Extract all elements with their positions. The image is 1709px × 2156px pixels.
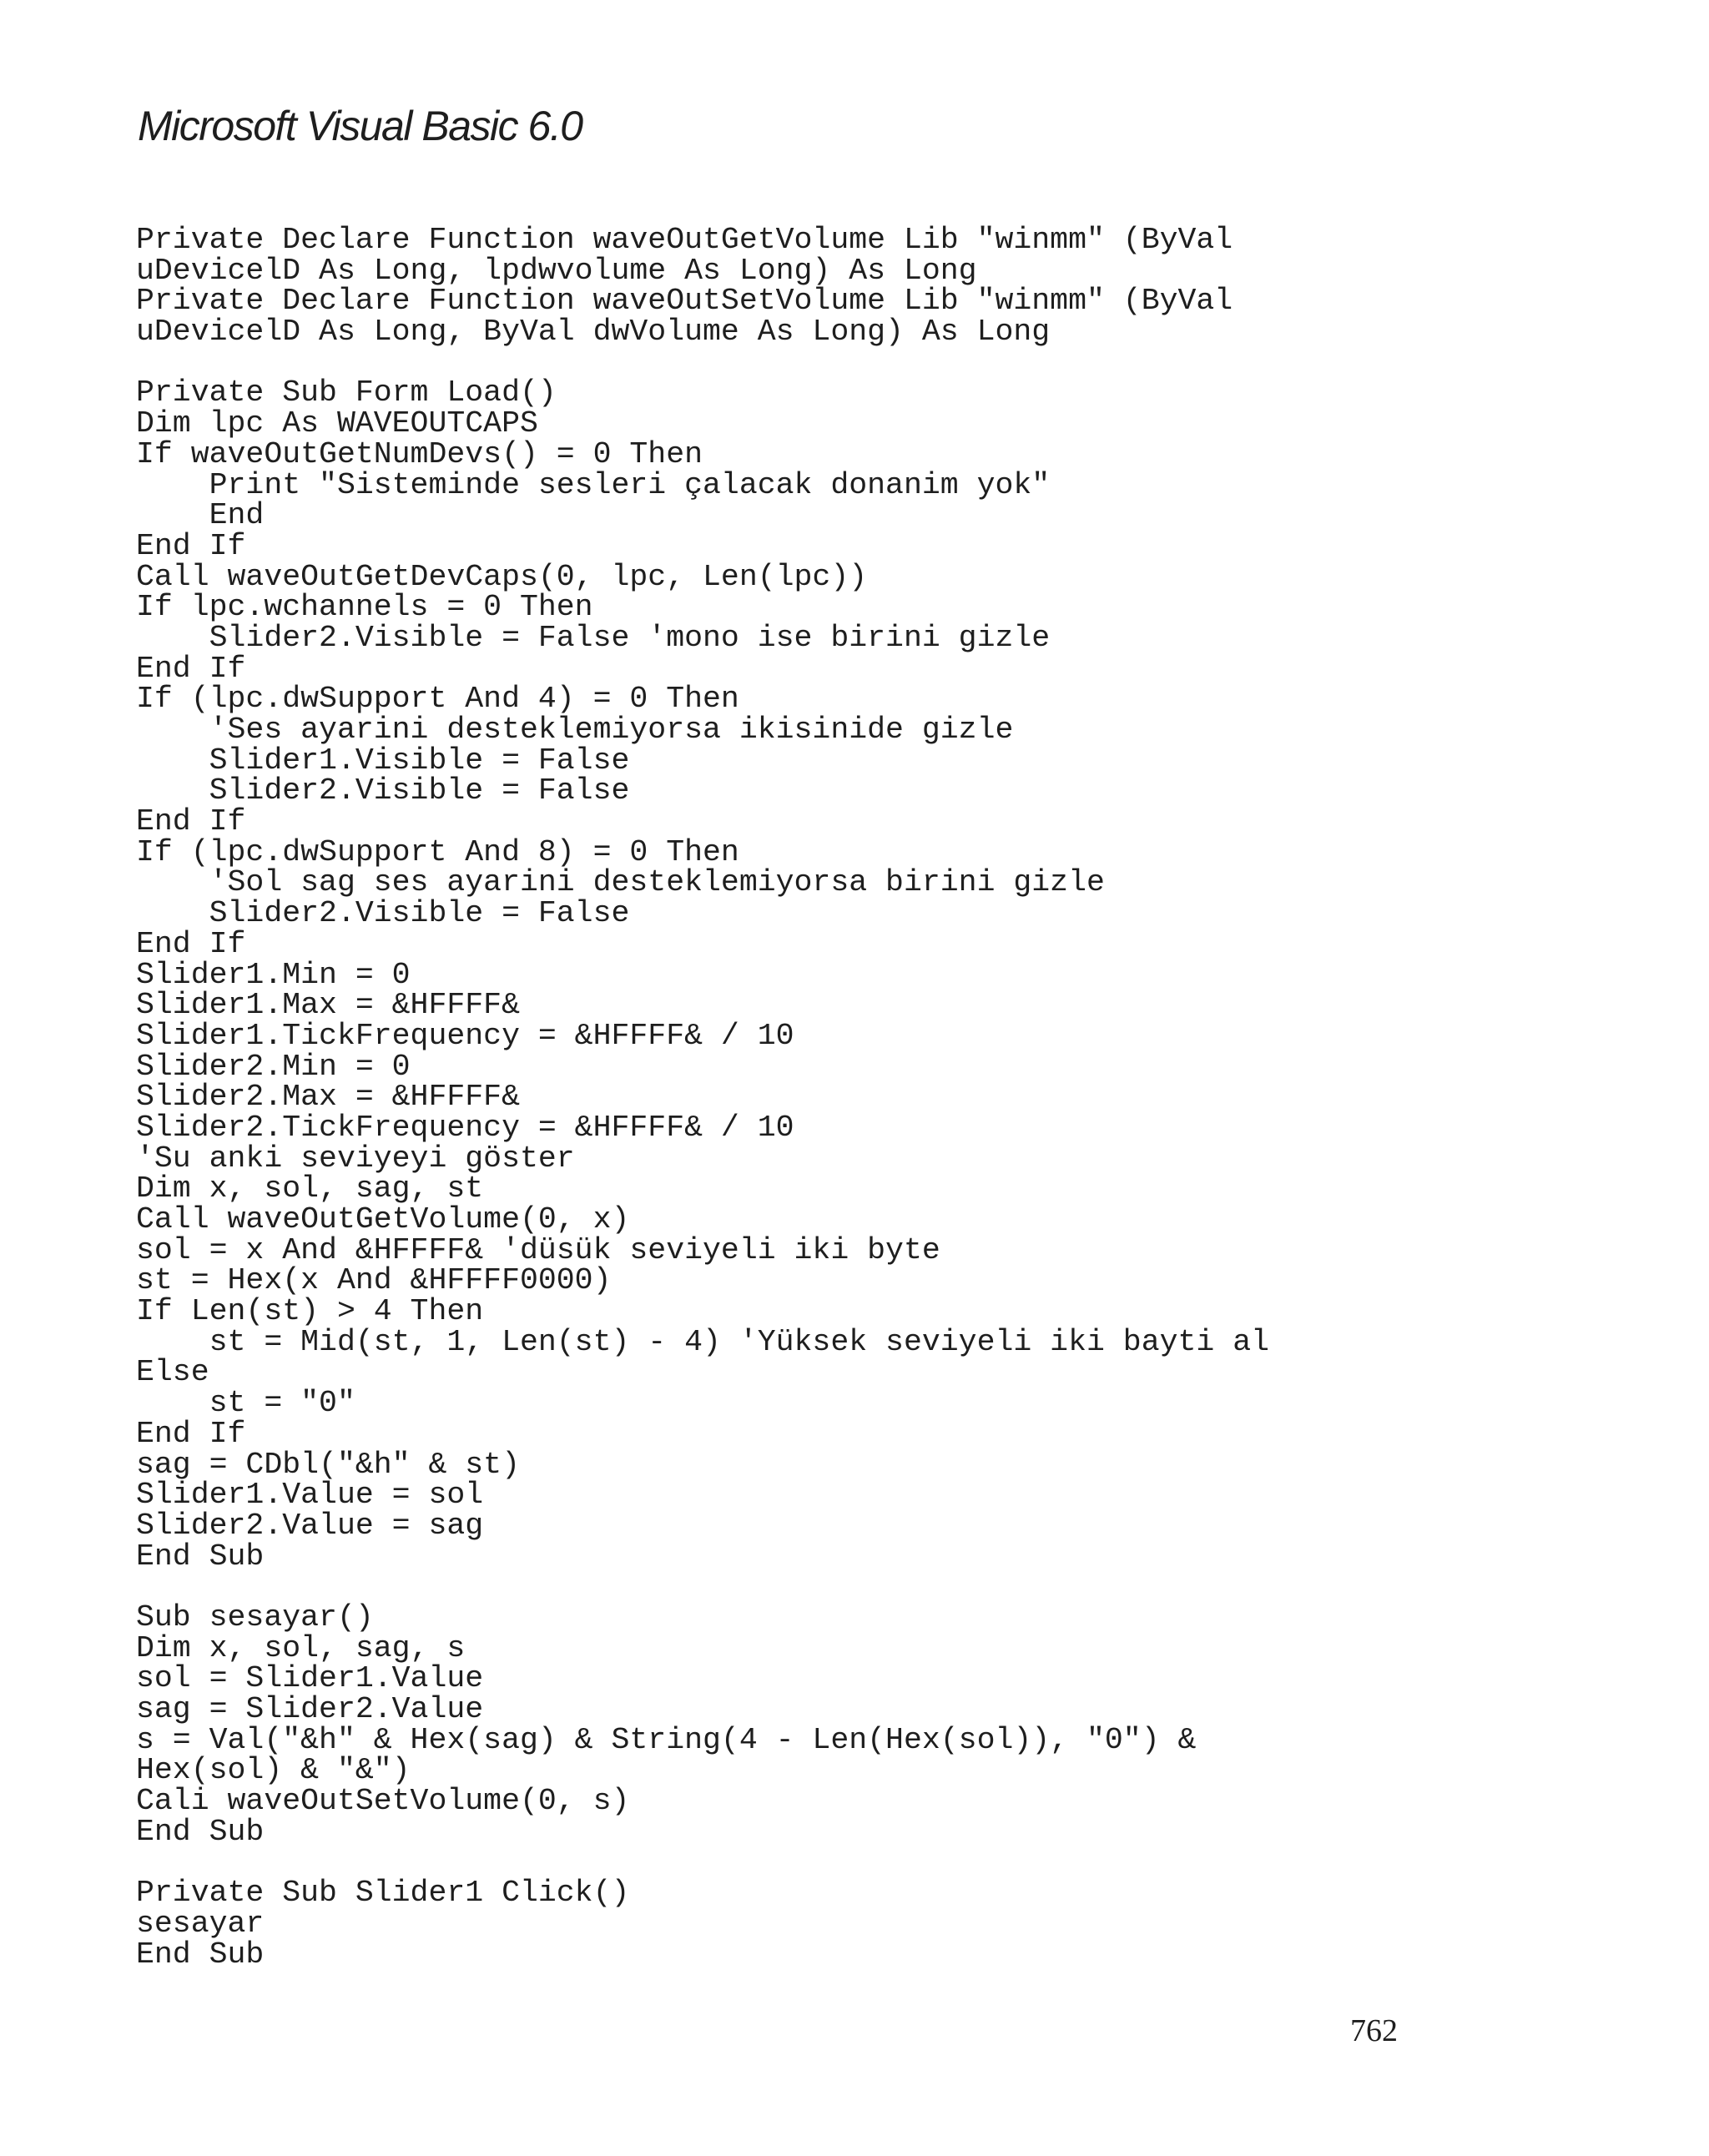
code-line: st = Hex(x And &HFFFF0000)	[136, 1263, 612, 1298]
page-number: 762	[1350, 2013, 1398, 2048]
code-line: End If	[136, 651, 246, 686]
code-line: Private Sub Form Load()	[136, 375, 557, 411]
code-line: Private Sub Slider1 Click()	[136, 1876, 630, 1911]
code-line	[136, 1847, 1269, 1878]
code-line: st = Mid(st, 1, Len(st) - 4) 'Yüksek seviyeli iki bayti al	[136, 1324, 1270, 1359]
code-line	[136, 1572, 1269, 1603]
code-line: End If	[136, 528, 246, 563]
code-line: Slider2.TickFrequency = &HFFFF& / 10	[136, 1110, 794, 1145]
code-line: End If	[136, 804, 246, 839]
code-line: Else	[136, 1355, 209, 1390]
code-line: Hex(sol) & "&")	[136, 1753, 411, 1788]
code-line: st = "0"	[136, 1386, 355, 1421]
code-line: Call waveOutGetDevCaps(0, lpc, Len(lpc))	[136, 559, 868, 594]
code-line: Slider1.Visible = False	[136, 743, 630, 778]
code-line: Slider1.Value = sol	[136, 1478, 484, 1513]
code-line: sol = x And &HFFFF& 'düsük seviyeli iki byte	[136, 1232, 940, 1267]
code-line: uDevicelD As Long, ByVal dwVolume As Long) As Long	[136, 315, 1051, 350]
code-line: Private Declare Function waveOutGetVolume Lib "winmm" (ByVal	[136, 223, 1233, 257]
code-line: Slider2.Min = 0	[136, 1049, 411, 1084]
code-line: 'Su anki seviyeyi göster	[136, 1141, 575, 1176]
code-line: If (lpc.dwSupport And 4) = 0 Then	[136, 682, 739, 717]
code-line: End If	[136, 1416, 246, 1451]
code-line: Slider2.Value = sag	[136, 1508, 484, 1543]
code-line: If lpc.wchannels = 0 Then	[136, 590, 593, 625]
code-line: sag = CDbl("&h" & st)	[136, 1447, 520, 1482]
code-line: Slider2.Visible = False	[136, 773, 630, 808]
code-line: Dim lpc As WAVEOUTCAPS	[136, 406, 538, 441]
code-line: Sub sesayar()	[136, 1599, 374, 1635]
code-line: sag = Slider2.Value	[136, 1692, 484, 1726]
code-line: Slider1.TickFrequency = &HFFFF& / 10	[136, 1018, 794, 1053]
code-line: Print "Sisteminde sesleri çalacak donanim yok"	[136, 467, 1051, 502]
code-line: sol = Slider1.Value	[136, 1661, 484, 1696]
code-line: End Sub	[136, 1539, 265, 1574]
code-line: If waveOutGetNumDevs() = 0 Then	[136, 436, 703, 471]
code-line: End	[136, 498, 265, 533]
code-line: uDevicelD As Long, lpdwvolume As Long) As Long	[136, 253, 977, 288]
code-line: Cali waveOutSetVolume(0, s)	[136, 1784, 630, 1819]
code-listing	[136, 225, 1269, 1970]
code-line: End Sub	[136, 1814, 265, 1849]
code-line: Dim x, sol, sag, s	[136, 1630, 466, 1665]
code-line: Call waveOutGetVolume(0, x)	[136, 1202, 630, 1237]
code-line: 'Sol sag ses ayarini desteklemiyorsa birini gizle	[136, 865, 1105, 900]
code-line: Dim x, sol, sag, st	[136, 1171, 484, 1206]
code-line: Private Declare Function waveOutSetVolume Lib "winmm" (ByVal	[136, 284, 1233, 319]
code-line: End Sub	[136, 1937, 265, 1972]
code-line: 'Ses ayarini desteklemiyorsa ikisinide gizle	[136, 713, 1014, 747]
code-line	[136, 348, 1269, 379]
code-line: If (lpc.dwSupport And 8) = 0 Then	[136, 834, 739, 869]
code-line: Slider1.Max = &HFFFF&	[136, 988, 520, 1023]
code-line: Slider2.Max = &HFFFF&	[136, 1080, 520, 1115]
code-line: Slider2.Visible = False 'mono ise birini gizle	[136, 620, 1051, 655]
code-line: sesayar	[136, 1906, 265, 1941]
code-line: Slider1.Min = 0	[136, 957, 411, 992]
code-line: Slider2.Visible = False	[136, 896, 630, 931]
code-line: s = Val("&h" & Hex(sag) & String(4 - Len(Hex(sol)), "0") &	[136, 1722, 1197, 1757]
code-line: If Len(st) > 4 Then	[136, 1294, 484, 1329]
page-header-title: Microsoft Visual Basic 6.0	[138, 103, 582, 149]
code-line: End If	[136, 926, 246, 961]
